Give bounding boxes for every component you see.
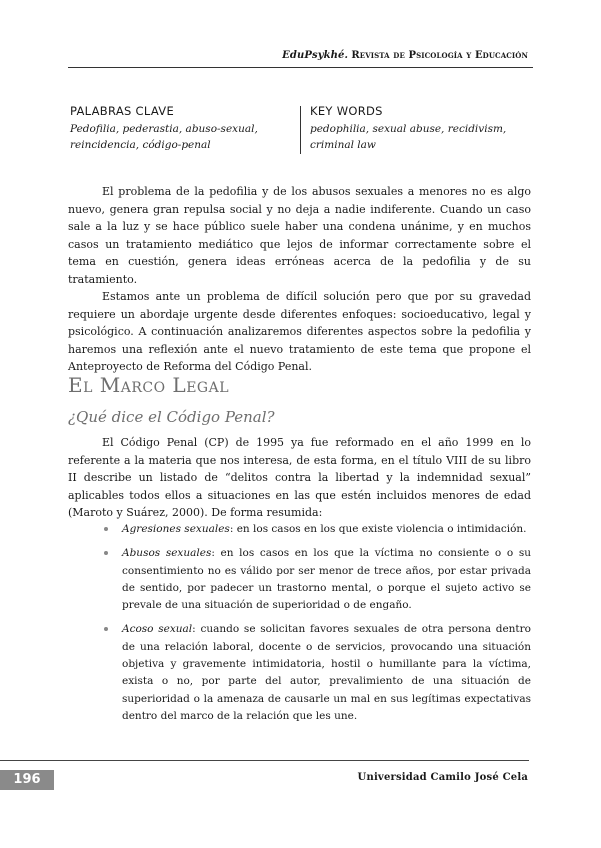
bullet-icon (104, 551, 108, 555)
bullet-text: : cuando se solicitan favores sexuales de otra persona dentro de una relación laboral, docente o de servicios, provocando una situación objetiva y gravemente intimidatoria, hostil o humillante para la víctima, exista o no, por parte del autor, prevalimiento de una situación de superioridad o la amenaza de causarle un mal en sus legítimas expectativas dentro del marco de la relación que les une. (122, 623, 531, 722)
bullet-term: Abusos sexuales (122, 547, 212, 560)
keywords-en-title: KEY WORDS (310, 104, 383, 118)
bullet-text: : en los casos en los que existe violencia o intimidación. (229, 523, 527, 535)
keywords-divider (300, 106, 301, 154)
list-item (104, 545, 531, 614)
header-rule (68, 67, 533, 68)
bullet-icon (104, 627, 108, 631)
keywords-english (310, 104, 532, 153)
list-item (104, 621, 531, 725)
footer-rule (0, 760, 529, 761)
subsection-title: ¿Qué dice el Código Penal? (68, 408, 275, 426)
footer-university: Universidad Camilo José Cela (357, 772, 528, 783)
bullet-text: : en los casos en los que la víctima no consiente o o su consentimiento no es válido por ser menor de trece años, por estar privada de sentido, por padecer un trastorno mental, o porque el sujeto activo se prevale de una situación de superioridad o de engaño. (122, 547, 531, 612)
bullet-term: Acoso sexual (122, 623, 193, 636)
journal-name: EduPsykhé. (282, 50, 349, 61)
page-number: 196 (0, 770, 54, 790)
intro-paragraph-2: Estamos ante un problema de difícil solución pero que por su gravedad requiere un abordaje urgente desde diferentes enfoques: socioeducativo, legal y psicológico. A continuación analizaremos diferentes aspectos sobre la pedofilia y haremos una reflexión ante el nuevo tratamiento de este tema que propone el Anteproyecto de Reforma del Código Penal. (68, 290, 531, 373)
keywords-es-title: PALABRAS CLAVE (70, 104, 175, 118)
list-item (104, 521, 531, 538)
bullet-icon (104, 527, 108, 531)
intro-text (68, 183, 531, 376)
running-head (282, 50, 528, 61)
keywords-en-text: pedophilia, sexual abuse, recidivism, criminal law (310, 123, 507, 151)
journal-subtitle: Revista de Psicología y Educación (351, 50, 528, 61)
section-title: El Marco Legal (68, 373, 230, 397)
bullet-term: Agresiones sexuales (122, 523, 230, 535)
keywords-block (70, 104, 532, 156)
section-text (68, 434, 531, 522)
bullet-list (104, 521, 531, 732)
keywords-es-text: Pedofilia, pederastia, abuso-sexual, reincidencia, código-penal (70, 123, 258, 151)
section-paragraph-1: El Código Penal (CP) de 1995 ya fue reformado en el año 1999 en lo referente a la materia que nos interesa, de esta forma, en el título VIII de su libro II describe un listado de “delitos contra la libertad y la indemnidad sexual” aplicables todos ellos a situaciones en las que estén incluidos menores de edad (Maroto y Suárez, 2000). De forma resumida: (68, 436, 531, 519)
keywords-spanish (70, 104, 292, 153)
intro-paragraph-1: El problema de la pedofilia y de los abusos sexuales a menores no es algo nuevo, genera gran repulsa social y no deja a nadie indiferente. Cuando un caso sale a la luz y se hace público suele haber una condena unánime, y en muchos casos un tratamiento mediático que lejos de informar correctamente sobre el tema en cuestión, genera ideas erróneas acerca de la pedofilia y de su tratamiento. (68, 185, 531, 286)
